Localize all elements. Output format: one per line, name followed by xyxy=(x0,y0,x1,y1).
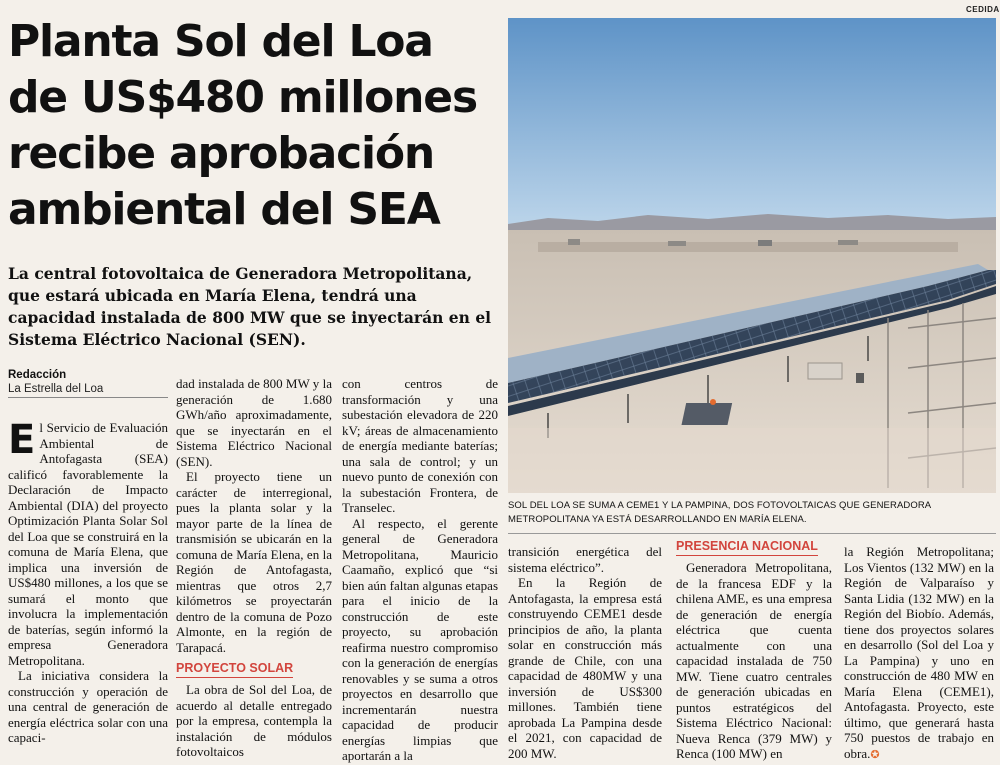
headline: Planta Sol del Loa de US$480 millones recibe aprobación ambiental del SEA xyxy=(8,16,477,235)
end-mark-icon: ✪ xyxy=(870,748,880,761)
body-paragraph-text: l Servicio de Evaluación Ambiental de Antofagasta (SEA) calificó favorablemente la Declaración de Impacto Ambiental (DIA) del proyecto Optimización Planta Solar Sol del Loa que se construirá en la comuna de María Elena, que implica una inversión de US$480 millones, a los que se sumará el monto que involucra la implementación de baterías, según informó la empresa Generadora Metropolitana. xyxy=(8,420,168,668)
drop-cap: E xyxy=(8,417,36,463)
body-column-6 xyxy=(844,544,994,763)
subhead-proyecto-solar: PROYECTO SOLAR xyxy=(176,661,293,678)
body-paragraph xyxy=(8,417,168,668)
body-column-3 xyxy=(342,376,498,764)
body-paragraph xyxy=(844,544,994,763)
body-paragraph: dad instalada de 800 MW y la generación de 1.680 GWh/año aproximadamente, que se inyectarán en el Sistema Eléctrico Nacional (SEN). xyxy=(176,376,332,469)
body-column-1 xyxy=(8,417,168,746)
photo-caption: SOL DEL LOA SE SUMA A CEME1 Y LA PAMPINA, DOS FOTOVOLTAICAS QUE GENERADORA METROPOLITANA YA ESTÁ DESARROLLANDO EN MARÍA ELENA. xyxy=(508,500,931,525)
solar-plant-illustration xyxy=(508,18,996,493)
body-paragraph: El proyecto tiene un carácter de interregional, pues la planta solar y la mayor parte de la línea de transmisión se ubicarán en la comuna de María Elena, en la Región de Antofagasta, mientras que otros 2,7 kilómetros se proyectarán dentro de la comuna de Pozo Almonte, en la región de Tarapacá. xyxy=(176,469,332,655)
body-paragraph: Generadora Metropolitana, de la francesa EDF y la chilena AME, es una empresa de generación de energía eléctrica que cuenta actualmente con una capacidad instalada de 750 MW. Tiene cuatro centrales de generación ubicadas en puntos estratégicos del Sistema Eléctrico Nacional: Nueva Renca (379 MW) y Renca (100 MW) en xyxy=(676,560,832,761)
byline-divider xyxy=(8,397,168,398)
body-paragraph: Al respecto, el gerente general de Generadora Metropolitana, Mauricio Caamaño, explicó que “si bien aún faltan algunas etapas para el inicio de la construcción de este proyecto, su aprobación reafirma nuestro compromiso con la generación de energías renovables y se suma a otros proyectos en desarrollo que incrementarán nuestra capacidad de producir energías limpias que aportarán a la xyxy=(342,515,498,763)
byline-outlet: La Estrella del Loa xyxy=(8,383,104,395)
subhead-presencia-nacional: PRESENCIA NACIONAL xyxy=(676,539,818,556)
lead-paragraph: La central fotovoltaica de Generadora Metropolitana, que estará ubicada en María Elena, tendrá una capacidad instalada de 800 MW que se inyectarán en el Sistema Eléctrico Nacional (SEN). xyxy=(8,264,492,349)
body-paragraph: con centros de transformación y una subestación elevadora de 220 kV; áreas de almacenamiento de energía mediante baterías; una sala de control; y un nuevo punto de conexión con la subestación Frontera, de Transelec. xyxy=(342,376,498,515)
body-paragraph: transición energética del sistema eléctrico”. xyxy=(508,544,662,575)
byline xyxy=(8,368,168,396)
body-paragraph: La iniciativa considera la construcción y operación de una central de generación de energía eléctrica solar con una capaci- xyxy=(8,668,168,745)
body-paragraph: En la Región de Antofagasta, la empresa está construyendo CEME1 desde principios de año, la planta solar en construcción más grande de Chile, con una capacidad de 480MW y una inversión de US$300 millones. También tiene aprobada La Pampina desde el 2021, con capacidad de 200 MW. xyxy=(508,575,662,761)
caption-divider xyxy=(508,533,996,534)
solar-plant-photo xyxy=(508,18,996,493)
body-column-5 xyxy=(676,538,832,762)
body-paragraph-text: la Región Metropolitana; Los Vientos (132 MW) en la Región de Valparaíso y Santa Lidia (132 MW) en la Región del Biobío. Además, tiene dos proyectos solares en desarrollo (Sol del Loa y La Pampina) y uno en construcción de 480 MW en María Elena (CEME1), Antofagasta. Proyecto, este último, que generará hasta 750 puestos de trabajo en obra. xyxy=(844,544,994,761)
body-paragraph: La obra de Sol del Loa, de acuerdo al detalle entregado por la empresa, contempla la instalación de módulos fotovoltaicos xyxy=(176,682,332,759)
body-column-2 xyxy=(176,376,332,760)
photo-credit: CEDIDA xyxy=(966,5,1000,14)
body-column-4 xyxy=(508,544,662,761)
byline-author: Redacción xyxy=(8,369,67,381)
